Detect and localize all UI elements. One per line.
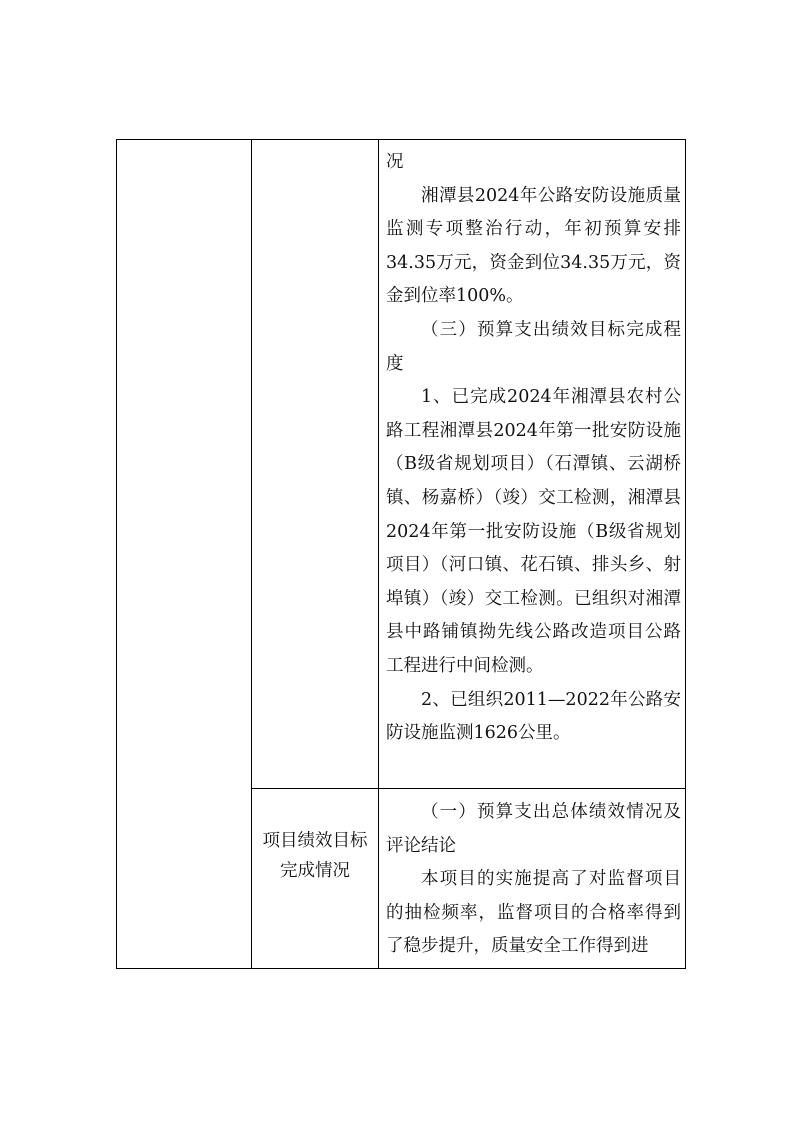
- row2-label-line2: 完成情况: [280, 861, 350, 881]
- row1-paragraph-4: 2、已组织2011—2022年公路安防设施监测1626公里。: [386, 689, 681, 744]
- table-bottom-border: [116, 968, 686, 969]
- row2-paragraph-1: 本项目的实施提高了对监督项目的抽检频率，监督项目的合格率得到了稳步提升，质量安全工作得到进: [386, 869, 681, 957]
- column-divider-2: [378, 139, 379, 969]
- row1-paragraph-0: 况: [386, 152, 404, 172]
- row2-label-line1: 项目绩效目标: [262, 831, 368, 851]
- table-top-border: [116, 139, 686, 140]
- row2-label-cell: [252, 826, 378, 886]
- row2-content-cell: [386, 796, 681, 964]
- row2-paragraph-0: （一）预算支出总体绩效情况及评论结论: [386, 802, 681, 856]
- row-divider: [251, 788, 686, 789]
- row1-content-cell: [386, 146, 681, 751]
- table-left-border: [116, 139, 117, 969]
- table-right-border: [685, 139, 686, 969]
- row1-paragraph-2: （三）预算支出绩效目标完成程度: [386, 319, 681, 374]
- row1-paragraph-1: 湘潭县2024年公路安防设施质量监测专项整治行动，年初预算安排34.35万元，资金到位34.35万元，资金到位率100%。: [386, 185, 681, 307]
- row1-paragraph-3: 1、已完成2024年湘潭县农村公路工程湘潭县2024年第一批安防设施（B级省规划项目）（石潭镇、云湖桥镇、杨嘉桥）（竣）交工检测，湘潭县2024年第一批安防设施（B级省规划项目）（河口镇、花石镇、排头乡、射埠镇）（竣）交工检测。已组织对湘潭县中路铺镇拗先线公路改造项目公路工程进行中间检测。: [386, 387, 681, 676]
